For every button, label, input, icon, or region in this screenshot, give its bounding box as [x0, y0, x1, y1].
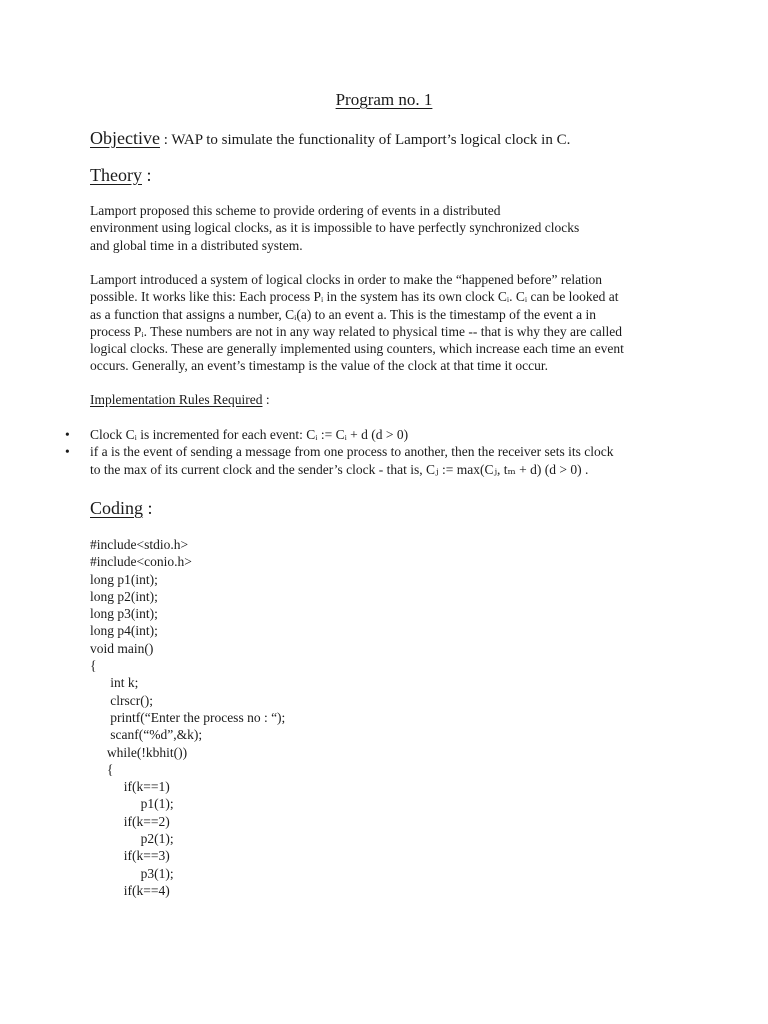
code-line: long p2(int);: [90, 588, 158, 604]
bullet-icon: •: [65, 427, 70, 442]
rules-list: [0, 426, 768, 478]
list-item-line: to the max of its current clock and the sender’s clock - that is, Cⱼ := max(Cⱼ, tₘ + d) (d > 0) .: [90, 461, 589, 477]
code-line: while(!kbhit()): [90, 744, 188, 760]
coding-separator: :: [143, 498, 153, 518]
bullet-icon: •: [65, 444, 70, 460]
code-line: if(k==1): [90, 779, 170, 795]
list-item: [0, 443, 768, 478]
list-item: [0, 426, 768, 443]
paragraph-line: as a function that assigns a number, Cᵢ(a) to an event a. This is the timestamp of the event a in: [90, 306, 597, 322]
list-item-line: Clock Cᵢ is incremented for each event: Cᵢ := Cᵢ + d (d > 0): [90, 427, 409, 442]
code-block: [90, 536, 285, 899]
paragraph-line: logical clocks. These are generally implemented using counters, which increase each time an event: [90, 341, 624, 357]
code-line: long p1(int);: [90, 571, 158, 587]
coding-heading: [90, 498, 153, 519]
theory-heading: [90, 165, 152, 186]
theory-label: Theory: [90, 165, 142, 185]
code-line: scanf(“%d”,&k);: [90, 727, 203, 743]
implementation-label: Implementation Rules Required: [90, 392, 263, 407]
code-line: p3(1);: [90, 865, 174, 881]
theory-paragraph-2: [90, 271, 690, 375]
code-line: {: [90, 761, 114, 777]
code-line: p2(1);: [90, 831, 174, 847]
objective-section: [90, 128, 570, 149]
code-line: if(k==4): [90, 882, 170, 898]
code-line: clrscr();: [90, 692, 153, 708]
paragraph-line: and global time in a distributed system.: [90, 237, 303, 253]
code-line: if(k==3): [90, 848, 170, 864]
implementation-separator: :: [262, 392, 270, 407]
objective-text: WAP to simulate the functionality of Lamport’s logical clock in C.: [171, 132, 571, 148]
theory-separator: :: [141, 165, 152, 185]
code-line: #include<stdio.h>: [90, 537, 189, 552]
paragraph-line: environment using logical clocks, as it is impossible to have perfectly synchronized clocks: [90, 220, 580, 236]
page-title: Program no. 1: [335, 90, 433, 109]
paragraph-line: Lamport proposed this scheme to provide ordering of events in a distributed: [90, 203, 501, 218]
code-line: p1(1);: [90, 796, 174, 812]
list-item-line: if a is the event of sending a message from one process to another, then the receiver sets its clock: [90, 444, 614, 460]
theory-paragraph-1: [90, 202, 690, 254]
objective-separator: :: [159, 132, 172, 148]
paragraph-line: occurs. Generally, an event’s timestamp is the value of the clock at that time it occur.: [90, 358, 548, 374]
paragraph-line: process Pᵢ. These numbers are not in any way related to physical time -- that is why they are called: [90, 323, 623, 339]
code-line: #include<conio.h>: [90, 554, 192, 570]
code-line: long p4(int);: [90, 623, 158, 639]
coding-label: Coding: [90, 498, 144, 518]
code-line: if(k==2): [90, 813, 170, 829]
list-item-text: [90, 426, 768, 443]
objective-label: Objective: [90, 128, 160, 148]
code-line: printf(“Enter the process no : “);: [90, 709, 286, 725]
paragraph-line: Lamport introduced a system of logical clocks in order to make the “happened before” relation: [90, 272, 603, 287]
code-line: void main(): [90, 640, 154, 656]
code-line: long p3(int);: [90, 606, 158, 622]
code-line: int k;: [90, 675, 139, 691]
implementation-heading: [90, 392, 270, 408]
list-item-text: [90, 443, 768, 478]
code-line: {: [90, 658, 97, 674]
paragraph-line: possible. It works like this: Each process Pᵢ in the system has its own clock Cᵢ. Cᵢ can be looked at: [90, 289, 619, 305]
